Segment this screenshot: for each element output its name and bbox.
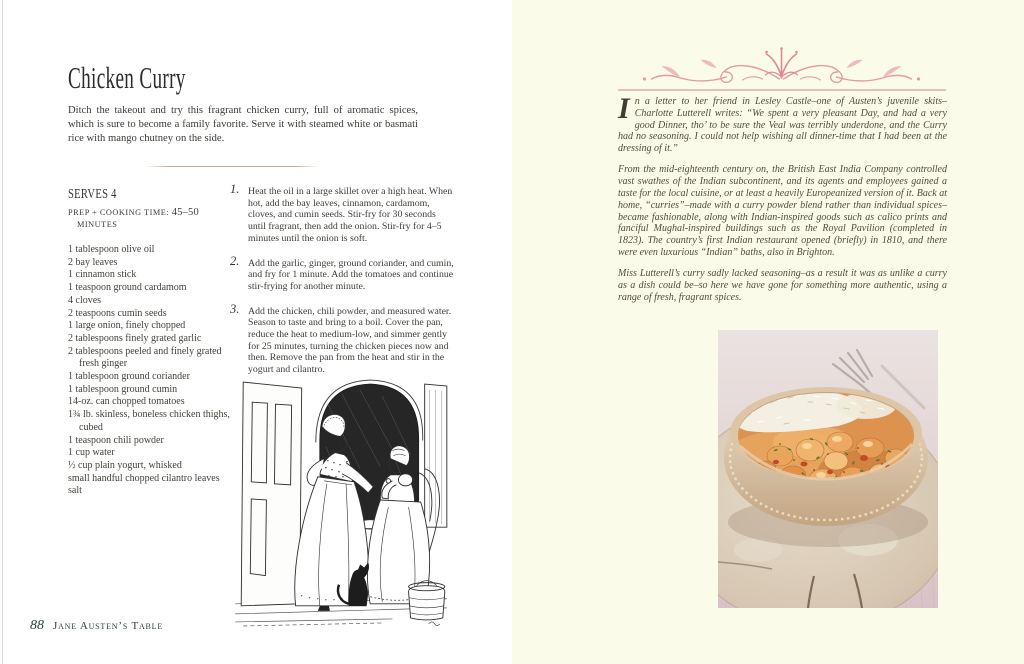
left-page-footer	[30, 618, 163, 634]
step-number: 1.	[230, 182, 240, 196]
decorative-flourish	[615, 46, 948, 88]
right-page	[512, 0, 1024, 664]
prep-time-unit: MINUTES	[77, 219, 118, 229]
history-paragraph-2: From the mid-eighteenth century on, the British East India Company controlled vast swathes of the Indian subcontinent, and its agents and employees gained a taste for the local cuisine, or at least a heavily Europeanized version of it. Back at home, “curries”–made with a curry powder blend rather than individual spices–became fashionable, along with Indian-inspired goods such as calico prints and fanciful Mughal-inspired buildings such as the Royal Pavilion (completed in 1823). The country’s first Indian restaurant opened (briefly) in 1810, and there were even luxurious “Indian” baths, also in Brighton.	[618, 164, 947, 259]
recipe-intro: Ditch the takeout and try this fragrant chicken curry, full of aromatic spices, which is sure to become a family favorite. Serve it with steamed white or basmati rice with mango chutney on the side.	[68, 105, 418, 145]
ingredient-item: 1¾ lb. skinless, boneless chicken thighs, cubed	[68, 409, 230, 433]
prep-time	[68, 207, 238, 230]
ingredient-item: 14-oz. can chopped tomatoes	[68, 396, 185, 408]
drop-cap: I	[618, 92, 630, 125]
ingredient-item: 1 cinnamon stick	[68, 269, 137, 281]
ingredient-item: 2 teaspoons cumin seeds	[68, 307, 167, 319]
prep-time-value: 45–50	[171, 207, 199, 218]
instruction-step	[229, 253, 455, 293]
ingredient-item: 1 tablespoon ground coriander	[68, 371, 190, 383]
history-paragraph-3: Miss Lutterell’s curry sadly lacked seasoning–as a result it was as unlike a curry as a dish could be–so here we have gone for something more authentic, using a range of fresh, fragrant spices.	[618, 268, 947, 303]
recipe-title: Chicken Curry	[68, 60, 186, 95]
serves-label: SERVES 4	[68, 186, 117, 201]
ingredient-item: 1 large onion, finely chopped	[68, 320, 186, 332]
ingredient-item: small handful chopped cilantro leaves	[68, 472, 220, 484]
history-paragraph-1: In a letter to her friend in Lesley Castle–one of Austen’s juvenile skits–Charlotte Lutterell writes: “We spent a very pleasant Day, and had a very good Dinner, tho’ to be sure the Veal was terribly underdone, and the Curry had no seasoning. I could not help wishing all dinner-time that I had been at the dressing of it.”	[618, 92, 947, 155]
curry-photo	[718, 330, 938, 608]
step-text: Add the chicken, chili powder, and measured water. Season to taste and bring to a boil. Cover the pan, reduce the heat to medium-low, and simmer gently for 25 minutes, turning the chicken pieces now and then. Remove the pan from the heat and stir in the yogurt and cilantro.	[248, 305, 452, 376]
ingredient-item: salt	[68, 485, 82, 497]
ingredient-item: 2 tablespoons finely grated garlic	[68, 332, 202, 344]
ingredient-item: 4 cloves	[68, 294, 102, 306]
ingredient-item: ½ cup plain yogurt, whisked	[68, 459, 182, 471]
instruction-step	[229, 182, 455, 245]
page-number-left: 88	[30, 618, 44, 633]
ingredient-item: 1 teaspoon ground cardamom	[68, 282, 187, 294]
prep-time-label: PREP + COOKING TIME:	[68, 208, 170, 217]
book-title: Jane Austen’s Table	[53, 620, 164, 632]
section-divider	[146, 166, 318, 167]
instruction-step	[229, 301, 455, 376]
step-number: 2.	[230, 253, 240, 268]
ingredient-item: 1 tablespoon olive oil	[68, 244, 155, 255]
ornament-rule	[618, 89, 946, 91]
ingredient-item: 1 cup water	[68, 447, 115, 459]
step-text: Heat the oil in a large skillet over a high heat. When hot, add the bay leaves, cinnamon, cardamom, cloves, and cumin seeds. Stir-fry for 30 seconds until fragrant, then add the onion. Stir-fry for 4–5 minutes until the onion is soft.	[248, 186, 453, 244]
ingredient-item: 1 tablespoon ground cumin	[68, 383, 178, 395]
step-number: 3.	[230, 301, 240, 316]
ingredient-item: 2 bay leaves	[68, 256, 118, 268]
step-text: Add the garlic, ginger, ground coriander, and cumin, and fry for 1 minute. Add the tomatoes and continue stir-frying for another minute.	[248, 257, 454, 292]
ingredient-item: 2 tablespoons peeled and finely grated fresh ginger	[68, 345, 222, 370]
ingredient-item: 1 teaspoon chili powder	[68, 434, 164, 446]
history-text	[618, 92, 947, 313]
ingredients-list	[68, 244, 244, 498]
vintage-illustration	[231, 376, 451, 628]
instructions-list	[229, 182, 455, 389]
